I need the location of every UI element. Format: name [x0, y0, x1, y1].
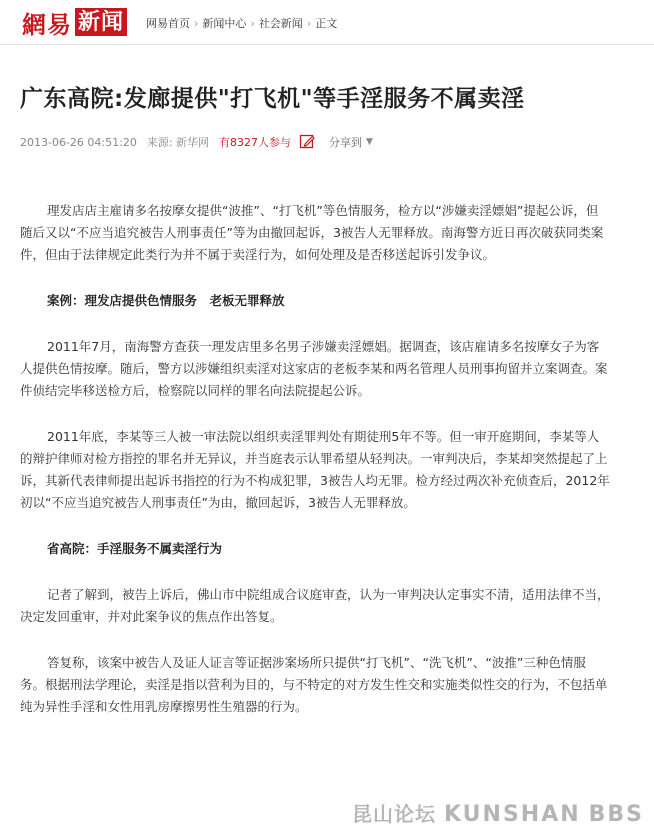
breadcrumb-home[interactable]: 网易首页 [146, 17, 190, 30]
breadcrumb-separator: › [250, 16, 255, 30]
article-paragraph: 2011年底，李某等三人被一审法院以组织卖淫罪判处有期徒刑5年不等。但一审开庭期间，李某等人的辩护律师对检方指控的罪名并无异议，并当庭表示认罪希望从轻判决。一审判决后，李某却突然提起了上诉，其新代表律师提出起诉书指控的行为不构成犯罪，3被告人均无罪。检方经过两次补充侦查后，2012年初以“不应当追究被告人刑事责任”为由，撤回起诉，3被告人无罪释放。 [20, 429, 610, 510]
comment-count: 有8327人参与 [219, 136, 292, 149]
watermark-cn: 昆山论坛 [352, 802, 437, 826]
forum-watermark [352, 798, 644, 827]
comment-count-link[interactable] [219, 134, 291, 150]
section-heading: 省高院：手淫服务不属卖淫行为 [47, 541, 223, 556]
breadcrumb-social-news[interactable]: 社会新闻 [258, 17, 303, 30]
article-meta [20, 134, 373, 150]
share-label: 分享到 [329, 136, 363, 149]
watermark-bbs: BBS [588, 802, 644, 827]
top-navigation-bar [0, 0, 654, 45]
article-body [20, 200, 610, 718]
netease-news-logo[interactable] [22, 6, 127, 38]
watermark-latin: KUNSHAN [444, 802, 581, 827]
logo-news: 新闻 [75, 8, 127, 36]
breadcrumb-current: 正文 [315, 17, 338, 30]
section-heading: 案例：理发店提供色情服务 老板无罪释放 [47, 293, 285, 308]
share-dropdown[interactable] [329, 134, 373, 150]
logo-brand: 網易 [22, 9, 72, 39]
article-paragraph: 记者了解到，被告上诉后，佛山市中院组成合议庭审查，认为一审判决认定事实不清，适用法律不当，决定发回重审，并对此案争议的焦点作出答复。 [20, 587, 610, 624]
breadcrumb-separator: › [194, 16, 199, 30]
article-paragraph: 2011年7月，南海警方查获一理发店里多名男子涉嫌卖淫嫖娼。据调查，该店雇请多名按摩女子为客人提供色情按摩。随后，警方以涉嫌组织卖淫对这家店的老板李某和两名管理人员刑事拘留并立案调查。案件侦结完毕移送检方后，检察院以同样的罪名向法院提起公诉。 [20, 339, 608, 398]
breadcrumb [146, 15, 337, 31]
comment-icon[interactable] [299, 133, 329, 152]
article-source: 来源: 新华网 [146, 136, 210, 149]
article-title: 广东高院:发廊提供"打飞机"等手淫服务不属卖淫 [20, 86, 525, 112]
breadcrumb-news-center[interactable]: 新闻中心 [202, 17, 247, 30]
article-paragraph: 理发店店主雇请多名按摩女提供“波推”、“打飞机”等色情服务，检方以“涉嫌卖淫嫖娼”提起公诉，但随后又以“不应当追究被告人刑事责任”等为由撤回起诉，3被告人无罪释放。南海警方近日再次破获同类案件，但由于法律规定此类行为并不属于卖淫行为，如何处理及是否移送起诉引发争议。 [20, 203, 604, 262]
chevron-down-icon: ▼ [366, 137, 373, 147]
publish-date: 2013-06-26 04:51:20 [20, 135, 137, 149]
breadcrumb-separator: › [306, 16, 312, 30]
article-paragraph: 答复称，该案中被告人及证人证言等证据涉案场所只提供“打飞机”、“洗飞机”、“波推”三种色情服务。根据刑法学理论，卖淫是指以营利为目的，与不特定的对方发生性交和实施类似性交的行为，不包括单纯为异性手淫和女性用乳房摩擦男性生殖器的行为。 [20, 655, 608, 714]
